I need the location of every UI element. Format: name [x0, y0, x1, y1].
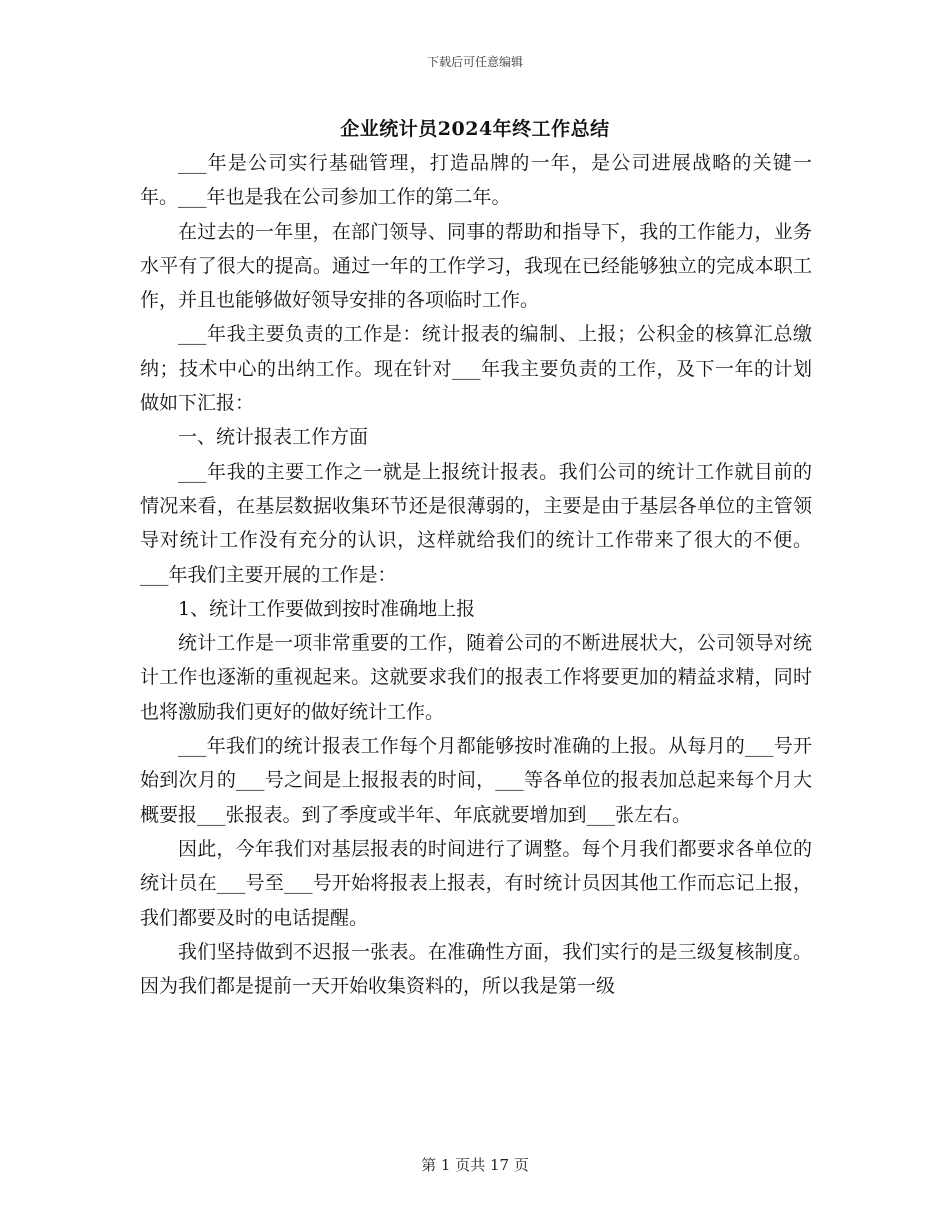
page-number: 第 1 页共 17 页 [421, 1156, 529, 1174]
paragraph: ___年我主要负责的工作是：统计报表的编制、上报；公积金的核算汇总缴纳；技术中心的出纳工作。现在针对___年我主要负责的工作，及下一年的计划做如下汇报： [140, 323, 812, 415]
section-heading: 一、统计报表工作方面 [178, 426, 369, 449]
paragraph: 我们坚持做到不迟报一张表。在准确性方面，我们实行的是三级复核制度。因为我们都是提前一天开始收集资料的，所以我是第一级 [140, 940, 812, 998]
document-title: 企业统计员2024年终工作总结 [340, 118, 610, 140]
document-body [140, 146, 812, 1003]
page-header-note: 下载后可任意编辑 [426, 55, 523, 69]
subsection-heading: 1、统计工作要做到按时准确地上报 [178, 597, 476, 620]
paragraph: 统计工作是一项非常重要的工作，随着公司的不断进展状大，公司领导对统计工作也逐渐的重视起来。这就要求我们的报表工作将要更加的精益求精，同时也将激励我们更好的做好统计工作。 [140, 632, 812, 723]
paragraph: ___年我的主要工作之一就是上报统计报表。我们公司的统计工作就目前的情况来看，在基层数据收集环节还是很薄弱的，主要是由于基层各单位的主管领导对统计工作没有充分的认识，这样就给我们的统计工作带来了很大的不便。___年我们主要开展的工作是： [140, 460, 812, 586]
paragraph: 因此，今年我们对基层报表的时间进行了调整。每个月我们都要求各单位的统计员在___号至___号开始将报表上报表，有时统计员因其他工作而忘记上报，我们都要及时的电话提醒。 [140, 837, 812, 929]
paragraph: ___年是公司实行基础管理，打造品牌的一年，是公司进展战略的关键一年。___年也是我在公司参加工作的第二年。 [140, 152, 812, 209]
paragraph: 在过去的一年里，在部门领导、同事的帮助和指导下，我的工作能力，业务水平有了很大的提高。通过一年的工作学习，我现在已经能够独立的完成本职工作，并且也能够做好领导安排的各项临时工作。 [140, 220, 812, 312]
paragraph: ___年我们的统计报表工作每个月都能够按时准确的上报。从每月的___号开始到次月的___号之间是上报报表的时间，___等各单位的报表加总起来每个月大概要报___张报表。到了季度或半年、年底就要增加到___张左右。 [140, 735, 812, 826]
